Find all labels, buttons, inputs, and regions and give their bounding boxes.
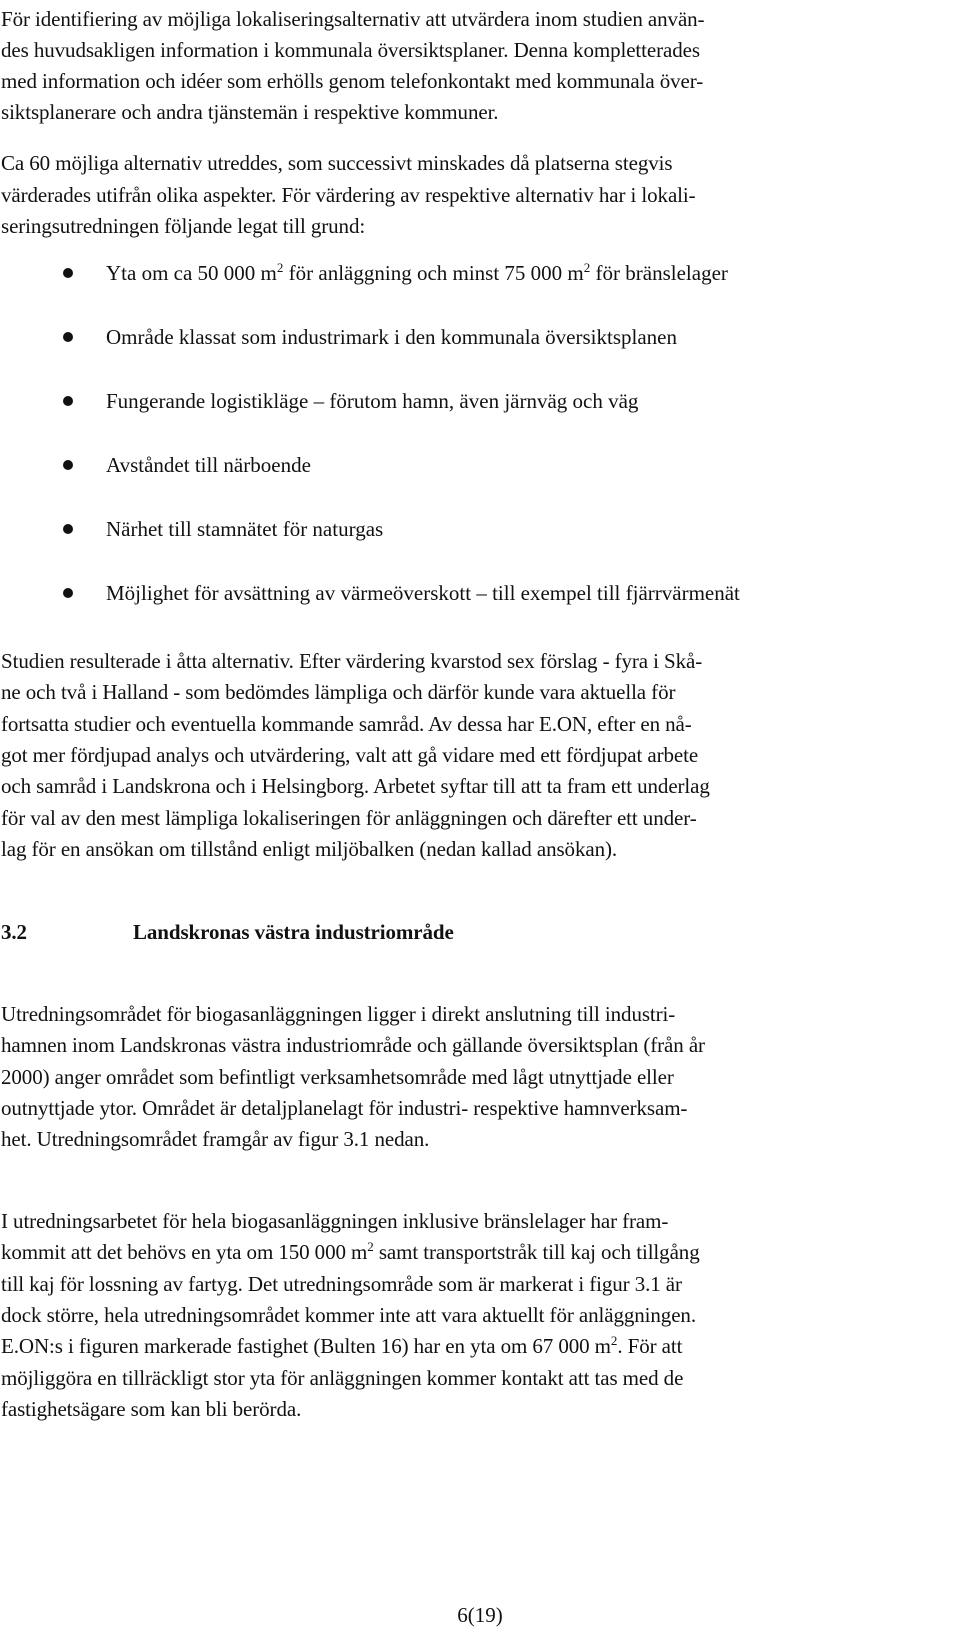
text-line: hamnen inom Landskronas västra industriområde och gällande översiktsplan (från år bbox=[1, 1033, 705, 1057]
bullet-text: Avståndet till närboende bbox=[106, 453, 311, 477]
section-number: 3.2 bbox=[1, 920, 27, 944]
text-line: lag för en ansökan om tillstånd enligt miljöbalken (nedan kallad ansökan). bbox=[1, 837, 618, 861]
bullet-text bbox=[106, 257, 728, 289]
text-line: fastighetsägare som kan bli berörda. bbox=[1, 1397, 302, 1421]
superscript: 2 bbox=[367, 1239, 374, 1254]
text-line: dock större, hela utredningsområdet kommer inte att vara aktuellt för anläggningen. bbox=[1, 1303, 696, 1327]
bullet-dot-icon bbox=[63, 588, 73, 598]
bullet-text: Område klassat som industrimark i den kommunala översiktsplanen bbox=[106, 325, 677, 349]
bullet-text-part: Yta om ca 50 000 m bbox=[106, 261, 277, 285]
page-number: 6(19) bbox=[457, 1603, 503, 1627]
text-line: Utredningsområdet för biogasanläggningen ligger i direkt anslutning till industri- bbox=[1, 1002, 676, 1026]
text-line: med information och idéer som erhölls genom telefonkontakt med kommunala över- bbox=[1, 69, 704, 93]
text-line: möjliggöra en tillräckligt stor yta för anläggningen kommer kontakt att tas med de bbox=[1, 1366, 684, 1390]
bullet-dot-icon bbox=[63, 460, 73, 470]
text-line: siktsplanerare och andra tjänstemän i respektive kommuner. bbox=[1, 100, 499, 124]
text-part: samt transportstråk till kaj och tillgång bbox=[373, 1240, 700, 1264]
bullet-text-part: för anläggning och minst 75 000 m bbox=[283, 261, 584, 285]
text-line: och samråd i Landskrona och i Helsingborg. Arbetet syftar till att ta fram ett underlag bbox=[1, 774, 710, 798]
text-line: Ca 60 möjliga alternativ utreddes, som successivt minskades då platserna stegvis bbox=[1, 151, 673, 175]
text-line: outnyttjade ytor. Området är detaljplanelagt för industri- respektive hamnverksam- bbox=[1, 1096, 688, 1120]
text-line: för val av den mest lämpliga lokaliseringen för anläggningen och därefter ett under- bbox=[1, 806, 697, 830]
text-line: För identifiering av möjliga lokaliseringsalternativ att utvärdera inom studien använ- bbox=[1, 7, 705, 31]
superscript: 2 bbox=[610, 1333, 618, 1348]
bullet-text: Närhet till stamnätet för naturgas bbox=[106, 517, 384, 541]
text-line: fortsatta studier och eventuella kommande samråd. Av dessa har E.ON, efter en nå- bbox=[1, 712, 692, 736]
bullet-dot-icon bbox=[63, 396, 73, 406]
superscript: 2 bbox=[583, 260, 591, 275]
bullet-text: Möjlighet för avsättning av värmeöverskott – till exempel till fjärrvärmenät bbox=[106, 581, 740, 605]
text-line: värderades utifrån olika aspekter. För värdering av respektive alternativ har i lokali- bbox=[1, 183, 696, 207]
text-line bbox=[1, 1330, 682, 1362]
bullet-dot-icon bbox=[63, 332, 73, 342]
text-line: des huvudsakligen information i kommunala översiktsplaner. Denna kompletterades bbox=[1, 38, 700, 62]
text-line: got mer fördjupad analys och utvärdering, valt att gå vidare med ett fördjupat arbete bbox=[1, 743, 699, 767]
text-line: het. Utredningsområdet framgår av figur 3.1 nedan. bbox=[1, 1127, 430, 1151]
text-line bbox=[1, 1236, 700, 1268]
text-line: 2000) anger området som befintligt verksamhetsområde med lågt utnyttjade eller bbox=[1, 1065, 674, 1089]
text-part: kommit att det behövs en yta om 150 000 m bbox=[1, 1240, 368, 1264]
text-line: Studien resulterade i åtta alternativ. Efter värdering kvarstod sex förslag - fyra i Skå- bbox=[1, 649, 703, 673]
text-line: till kaj för lossning av fartyg. Det utredningsområde som är markerat i figur 3.1 är bbox=[1, 1272, 682, 1296]
text-part: . För att bbox=[617, 1334, 683, 1358]
bullet-text-part: för bränslelager bbox=[590, 261, 728, 285]
text-part: E.ON:s i figuren markerade fastighet (Bulten 16) har en yta om 67 000 m bbox=[1, 1334, 611, 1358]
section-title: Landskronas västra industriområde bbox=[133, 920, 454, 944]
text-line: seringsutredningen följande legat till grund: bbox=[1, 214, 366, 238]
bullet-dot-icon bbox=[63, 524, 73, 534]
superscript: 2 bbox=[276, 260, 284, 275]
bullet-dot-icon bbox=[63, 268, 73, 278]
text-line: ne och två i Halland - som bedömdes lämpliga och därför kunde vara aktuella för bbox=[1, 680, 676, 704]
bullet-text: Fungerande logistikläge – förutom hamn, även järnväg och väg bbox=[106, 389, 639, 413]
text-line: I utredningsarbetet för hela biogasanläggningen inklusive bränslelager har fram- bbox=[1, 1209, 669, 1233]
